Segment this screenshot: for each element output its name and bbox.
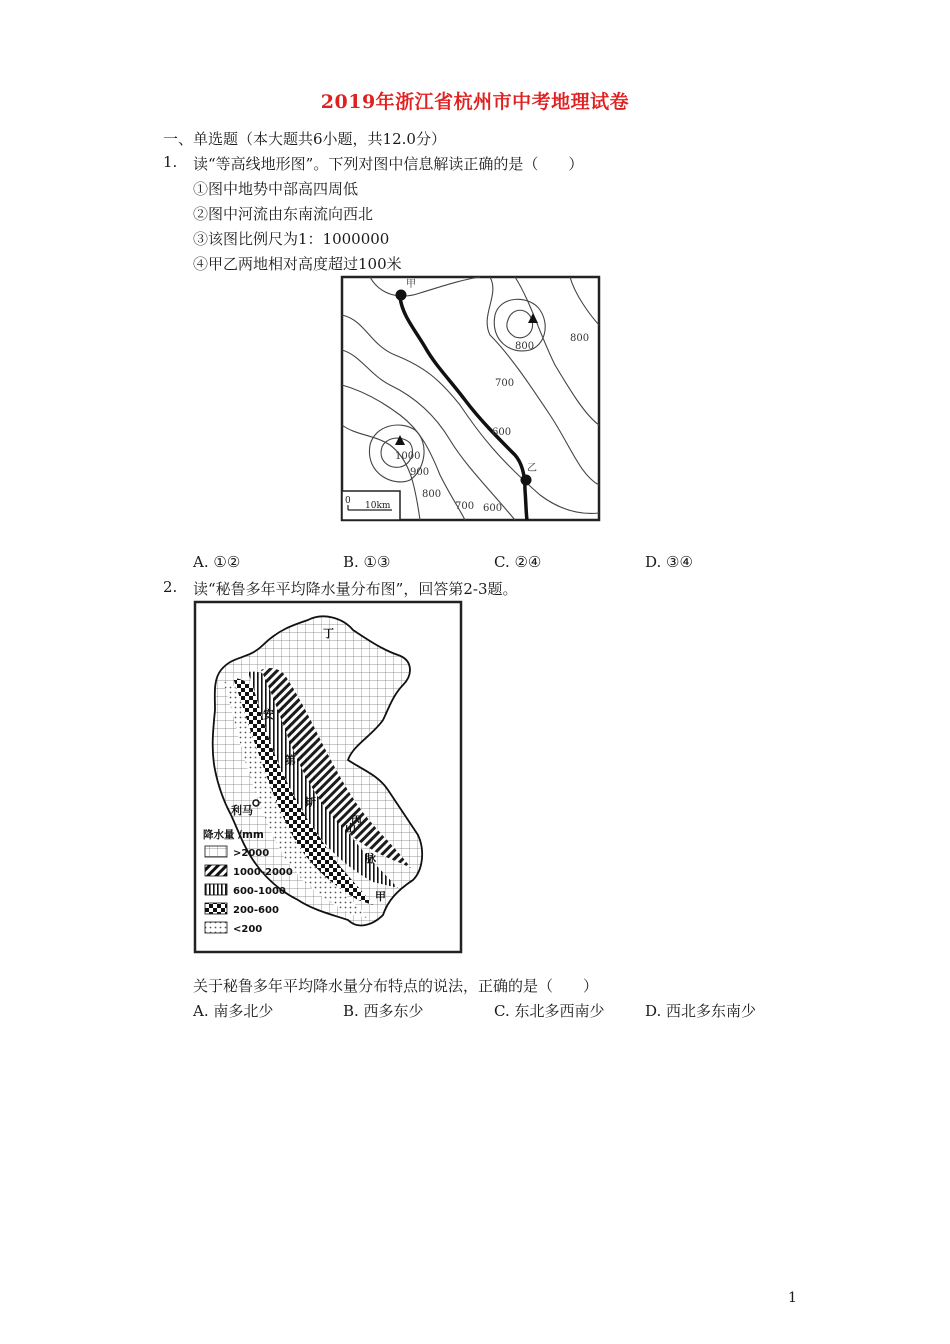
label-si: 斯 bbox=[305, 796, 316, 809]
legend-label-lt200: <200 bbox=[233, 924, 263, 935]
label-600-a: 600 bbox=[492, 427, 512, 438]
section-heading: 一、单选题（本大题共6小题，共12.0分） bbox=[163, 130, 446, 148]
legend-title: 降水量 /mm bbox=[203, 829, 264, 841]
peru-precipitation-map bbox=[193, 600, 465, 956]
q1-stem: 读“等高线地形图”。下列对图中信息解读正确的是（ ） bbox=[193, 155, 584, 173]
label-jia: 甲 bbox=[406, 279, 416, 290]
point-yi-marker bbox=[521, 475, 532, 486]
legend-label-gt2000: >2000 bbox=[233, 848, 270, 859]
q1-statement-3: ③该图比例尺为1：1000000 bbox=[193, 230, 390, 248]
q1-statement-2: ②图中河流由东南流向西北 bbox=[193, 205, 374, 223]
q2-number: 2. bbox=[163, 578, 178, 596]
label-900: 900 bbox=[410, 467, 430, 478]
label-600-b: 600 bbox=[483, 503, 503, 514]
q2-sub-stem: 关于秘鲁多年平均降水量分布特点的说法，正确的是（ ） bbox=[193, 977, 599, 995]
q2-stem: 读“秘鲁多年平均降水量分布图”，回答第2-3题。 bbox=[193, 580, 518, 598]
label-700-a: 700 bbox=[495, 378, 515, 389]
point-jia-marker bbox=[396, 290, 407, 301]
q1-option-c[interactable]: C. ②④ bbox=[494, 553, 542, 571]
label-di: 第 bbox=[285, 754, 296, 767]
q1-statement-1: ①图中地势中部高四周低 bbox=[193, 180, 359, 198]
label-700-b: 700 bbox=[455, 501, 475, 512]
page-number: 1 bbox=[788, 1290, 797, 1306]
label-yi: 乙 bbox=[527, 463, 537, 474]
label-shan: 山 bbox=[345, 822, 356, 835]
label-jia-peru: 甲 bbox=[375, 890, 386, 903]
q1-option-a[interactable]: A. ①② bbox=[193, 553, 241, 571]
contour-map bbox=[340, 275, 602, 523]
q2-option-c[interactable]: C. 东北多西南少 bbox=[494, 1002, 605, 1020]
label-bing: 丙 bbox=[351, 814, 362, 827]
legend-label-600-1000: 600-1000 bbox=[233, 886, 286, 897]
q2-option-a[interactable]: A. 南多北少 bbox=[193, 1002, 274, 1020]
legend-swatch-600-1000 bbox=[205, 884, 227, 895]
legend-swatch-gt2000 bbox=[205, 846, 227, 857]
scale-zero: 0 bbox=[345, 496, 351, 506]
page-title: 2019年浙江省杭州市中考地理试卷 bbox=[320, 91, 630, 113]
legend-swatch-1000-2000 bbox=[205, 865, 227, 876]
scale-length: 10km bbox=[365, 501, 391, 511]
label-lima: 利马 bbox=[231, 804, 253, 817]
label-800-a: 800 bbox=[515, 341, 535, 352]
label-ding: 丁 bbox=[323, 627, 334, 640]
q1-option-b[interactable]: B. ①③ bbox=[343, 553, 391, 571]
legend-swatch-lt200 bbox=[205, 922, 227, 933]
legend-swatch-200-600 bbox=[205, 903, 227, 914]
q1-statement-4: ④甲乙两地相对高度超过100米 bbox=[193, 255, 402, 273]
legend-label-1000-2000: 1000-2000 bbox=[233, 867, 293, 878]
q2-option-b[interactable]: B. 西多东少 bbox=[343, 1002, 424, 1020]
q1-option-d[interactable]: D. ③④ bbox=[645, 553, 693, 571]
label-800-b: 800 bbox=[570, 333, 590, 344]
label-1000: 1000 bbox=[395, 451, 421, 462]
label-mai: 脉 bbox=[365, 852, 376, 865]
label-an: 安 bbox=[263, 708, 274, 721]
label-800-c: 800 bbox=[422, 489, 442, 500]
q1-number: 1. bbox=[163, 153, 178, 171]
legend-label-200-600: 200-600 bbox=[233, 905, 279, 916]
q2-option-d[interactable]: D. 西北多东南少 bbox=[645, 1002, 757, 1020]
